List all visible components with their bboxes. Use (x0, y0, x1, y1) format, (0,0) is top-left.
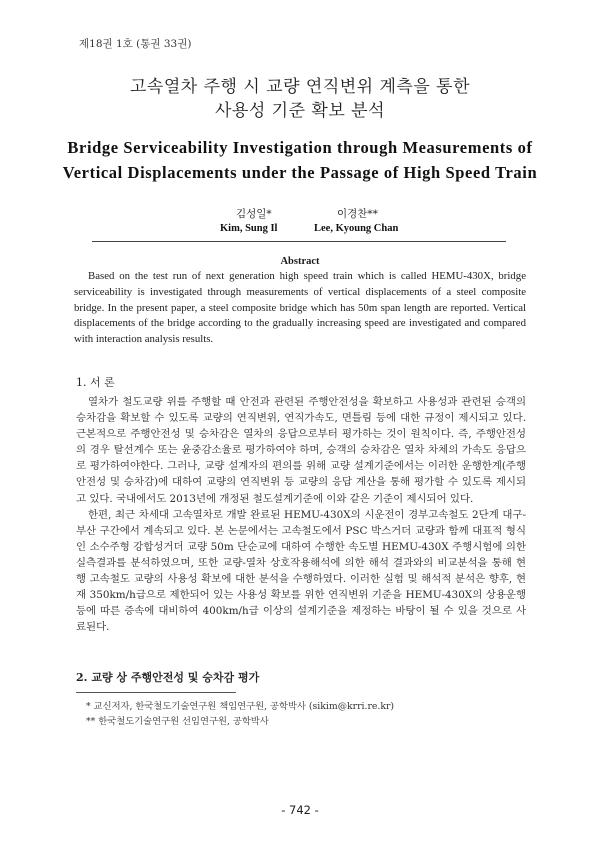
author-2-korean: 이경찬** (337, 208, 378, 220)
footnote-divider (76, 692, 236, 693)
abstract-text: Based on the test run of next generation high speed train which is called HEMU-430X, bridge serviceability is investigated through measurements of vertical displacements of a steel composite bridge. In the present paper, a steel composite bridge which has 50m span length are reported. Vertical displacements of the bridge according to the gradually increasing speed are investigated and compared with interaction analysis results. (74, 270, 526, 346)
footnote-2: ** 한국철도기술연구원 선임연구원, 공학박사 (86, 716, 269, 727)
page-number: - 742 - (281, 803, 319, 817)
abstract-heading: Abstract (280, 256, 320, 267)
korean-title-line-2: 사용성 기준 확보 분석 (214, 101, 385, 121)
header-divider (92, 241, 506, 242)
abstract-body (74, 269, 526, 348)
footnote-1: * 교신저자, 한국철도기술연구원 책임연구원, 공학박사 (sikim@krri.re.kr) (86, 701, 395, 712)
english-title-line-1: Bridge Serviceability Investigation through Measurements of (67, 138, 533, 157)
section-1-paragraph-1: 열차가 철도교량 위를 주행할 때 안전과 관련된 주행안전성을 확보하고 사용성과 관련된 승객의 승차감을 확보할 수 있도록 교량의 연직변위, 연직가속도, 면틀림 등에 대한 규정이 제시되고 있다. 근본적으로 주행안전성 및 승차감은 열차의 응답으로부터 평가하는 것이 원칙이다. 즉, 주행안전성의 경우 탈선계수 또는 윤중감소율로 평가하여야 하며, 승객의 승차감은 열차 차체의 가속도 응답으로 평가하여야한다. 그러나, 교량 설계자의 편의를 위해 교량 설계기준에서는 이러한 운행한계(주행안전성 및 승차감)에 대하여 교량의 연직변위 등 교량의 응답 계산을 통해 평가할 수 있도록 제시되고 있다. 국내에서도 2013년에 개정된 철도설계기준에 이와 같은 기준이 제시되어 있다. (76, 396, 526, 505)
author-2-english: Lee, Kyoung Chan (314, 223, 399, 234)
korean-title-line-1: 고속열차 주행 시 교량 연직변위 계측을 통한 (129, 77, 471, 97)
english-title-line-2: Vertical Displacements under the Passage of High Speed Train (62, 163, 538, 182)
section-1-body (76, 394, 526, 635)
section-1-heading: 1. 서 론 (76, 376, 115, 389)
author-1-english: Kim, Sung Il (220, 223, 278, 234)
section-1-paragraph-2: 한편, 최근 차세대 고속열차로 개발 완료된 HEMU-430X의 시운전이 경부고속철도 2단계 대구-부산 구간에서 계속되고 있다. 본 논문에서는 고속철도에서 PSC 박스거더 교량과 함께 대표적 형식인 소수주형 강합성거더 교량 50m 단순교에 대하여 수행한 속도별 HEMU-430X 주행시험에 의한 실측결과를 분석하였으며, 또한 교량-열차 상호작용해석에 의한 해석 결과와의 비교분석을 통해 현행 고속철도 교량의 사용성 확보에 대한 분석을 수행하였다. 이러한 실험 및 해석적 분석은 향후, 현재 350km/h급으로 제한되어 있는 사용성 확보를 위한 연직변위 기준을 HEMU-430X의 상용운행 등에 따른 증속에 대비하여 400km/h급 이상의 설계기준을 제정하는 바탕이 될 수 있을 것으로 사료된다. (76, 508, 526, 634)
author-1-korean: 김성일* (236, 208, 272, 220)
section-2-heading: 2. 교량 상 주행안전성 및 승차감 평가 (76, 671, 260, 684)
issue-info: 제18권 1호 (통권 33권) (79, 38, 192, 50)
